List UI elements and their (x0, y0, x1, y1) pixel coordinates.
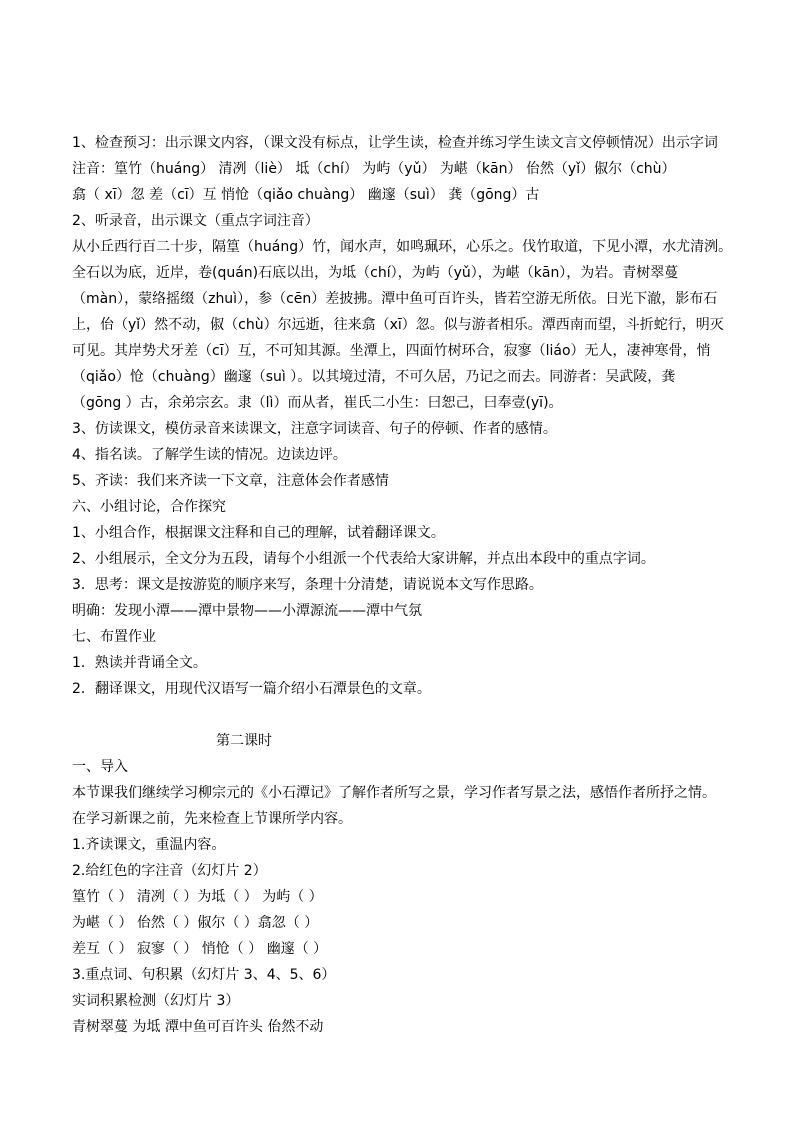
blank-line (72, 702, 762, 728)
text-line: 5、齐读：我们来齐读一下文章，注意体会作者感情 (72, 473, 389, 489)
text-line: 从小丘西行百二十步，隔篁（huáng）竹，闻水声，如鸣珮环，心乐之。伐竹取道，下见小潭，水尤清洌。 (72, 239, 733, 255)
text-line: 1．熟读并背诵全文。 (72, 655, 207, 671)
text-line: 全石以为底，近岸，卷(quán)石底以出，为坻（chí），为屿（yǔ），为嵁（kān），为岩。青树翠蔓 (72, 265, 679, 281)
text-line: 1、小组合作，根据课文注释和自己的理解，试着翻译课文。 (72, 525, 445, 541)
text-line: 本节课我们继续学习柳宗元的《小石潭记》了解作者所写之景，学习作者写景之法，感悟作者所抒之情。 (72, 785, 716, 801)
text-line: 1.齐读课文，重温内容。 (72, 837, 226, 853)
text-line: 3.重点词、句积累（幻灯片 3、4、5、6） (72, 967, 336, 983)
text-line: 注音：篁竹（huáng） 清冽（liè） 坻（chí） 为屿（yǔ） 为嵁（kān） 佁然（yǐ）俶尔（chù） (72, 161, 676, 177)
text-line: 2．翻译课文，用现代汉语写一篇介绍小石潭景色的文章。 (72, 681, 431, 697)
section-heading: 七、布置作业 (72, 629, 156, 645)
text-line: （qiǎo）怆（chuàng）幽邃（suì ）。以其境过清，不可久居，乃记之而去。同游者：吴武陵，龚 (72, 369, 676, 385)
text-line: （màn），蒙络摇缀（zhuì），参（cēn）差披拂。潭中鱼可百许头，皆若空游无所依。日光下澈，影布石 (72, 291, 718, 307)
text-line: 差互（ ） 寂寥（ ） 悄怆（ ） 幽邃（ ） (72, 941, 328, 957)
text-line: 2、小组展示，全文分为五段，请每个小组派一个代表给大家讲解，并点出本段中的重点字词。 (72, 551, 655, 567)
document-body (72, 130, 762, 1040)
text-line: 3、仿读课文，模仿录音来读课文，注意字词读音、句子的停顿、作者的感情。 (72, 421, 557, 437)
text-line: （gōng ）古，余弟宗玄。隶（lì）而从者，崔氏二小生：曰恕己，曰奉壹(yī)。 (72, 395, 563, 411)
text-line: 为嵁（ ） 佁然（ ）俶尔（ ）翕忽（ ） (72, 915, 319, 931)
text-line: 2.给红色的字注音（幻灯片 2） (72, 863, 267, 879)
text-line: 在学习新课之前，先来检查上节课所学内容。 (72, 811, 352, 827)
section-heading: 2、听录音，出示课文（重点字词注音） (72, 213, 319, 229)
lesson-title: 第二课时 (216, 733, 272, 749)
text-line: 实词积累检测（幻灯片 3） (72, 993, 240, 1009)
text-line: 上，佁（yǐ）然不动，俶（chù）尔远逝，往来翕（xī）忽。似与游者相乐。潭西南而望，斗折蛇行，明灭 (72, 317, 724, 333)
text-line: 青树翠蔓 为坻 潭中鱼可百许头 佁然不动 (72, 1019, 324, 1035)
text-line: 可见。其岸势犬牙差（cī）互，不可知其源。坐潭上，四面竹树环合，寂寥（liáo）无人，凄神寒骨，悄 (72, 343, 711, 359)
section-heading: 六、小组讨论，合作探究 (72, 499, 226, 515)
text-line: 明确：发现小潭——潭中景物——小潭源流——潭中气氛 (72, 603, 422, 619)
text-line: 4、指名读。了解学生读的情况。边读边评。 (72, 447, 347, 463)
section-heading: 一、导入 (72, 759, 128, 775)
text-line: 翕（ xī）忽 差（cī）互 悄怆（qiǎo chuàng） 幽邃（suì） 龚（gōng）古 (72, 187, 540, 203)
text-line: 3．思考：课文是按游览的顺序来写，条理十分清楚，请说说本文写作思路。 (72, 577, 543, 593)
text-line: 篁竹（ ） 清冽（ ）为坻（ ） 为屿（ ） (72, 889, 323, 905)
text-line: 1、检查预习：出示课文内容，（课文没有标点，让学生读，检查并练习学生读文言文停顿情况）出示字词 (72, 135, 718, 151)
